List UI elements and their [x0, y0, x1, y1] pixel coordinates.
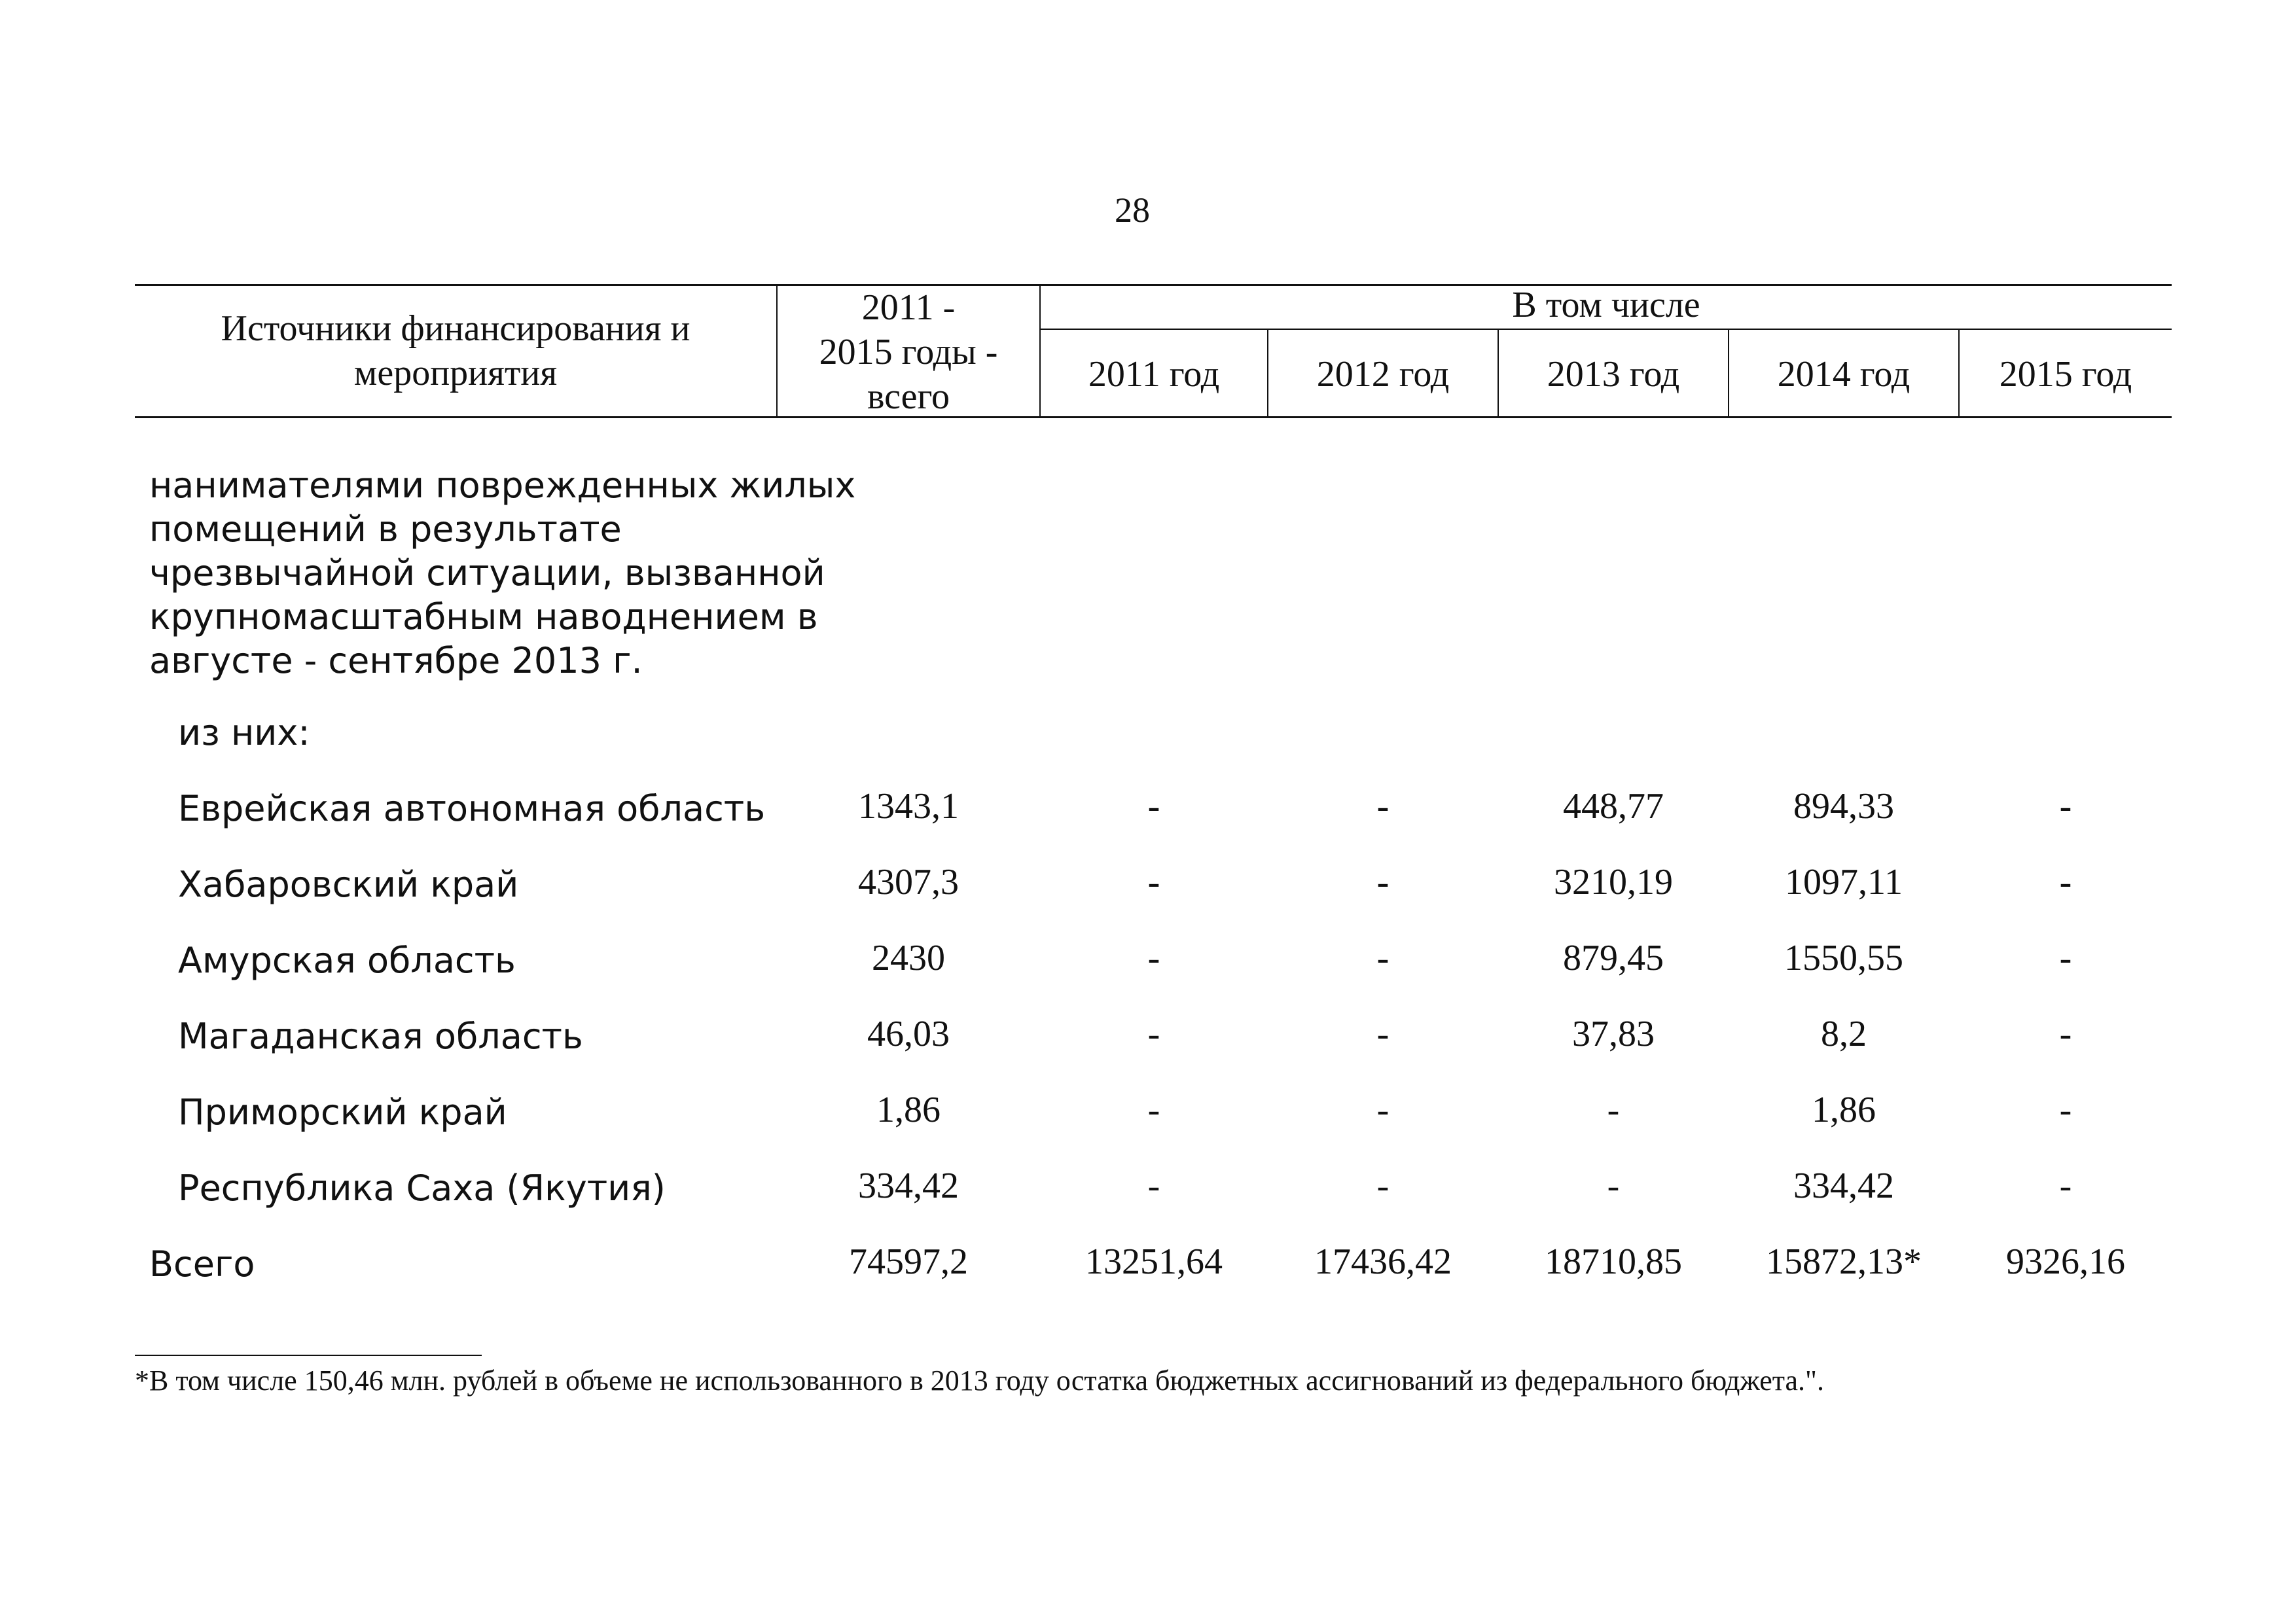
page-number: 28: [1115, 190, 1150, 230]
header-year-2014: 2014 год: [1777, 354, 1910, 395]
row-value-2015: -: [2059, 938, 2072, 978]
row-value-2011: -: [1147, 1166, 1160, 1206]
subheading: из них:: [178, 712, 310, 753]
row-value-2011: -: [1147, 1090, 1160, 1130]
total-row-value-2015: 9326,16: [2006, 1241, 2125, 1282]
row-value-2015: -: [2059, 1014, 2072, 1054]
total-row-value-2012: 17436,42: [1314, 1241, 1452, 1282]
row-total: 2430: [872, 938, 945, 978]
row-value-2011: -: [1147, 786, 1160, 827]
row-value-2013: -: [1607, 1166, 1620, 1206]
total-row-label: Всего: [149, 1243, 255, 1285]
footnote: *В том числе 150,46 млн. рублей в объеме не использованного в 2013 году остатка бюджетных ассигнований из федерального бюджета.".: [135, 1364, 1825, 1397]
header-source-line: Источники финансирования и: [221, 308, 691, 349]
row-value-2011: -: [1147, 862, 1160, 902]
header-year-2015: 2015 год: [1999, 354, 2132, 395]
header-total-column: [778, 285, 1039, 419]
group-underline-rule: [1039, 329, 2172, 330]
row-total: 46,03: [867, 1014, 950, 1054]
row-value-2012: -: [1376, 862, 1390, 902]
header-source-column: [135, 306, 776, 395]
row-label: Магаданская область: [178, 1016, 583, 1057]
description-line: чрезвычайной ситуации, вызванной: [149, 552, 825, 594]
row-value-2012: -: [1376, 938, 1390, 978]
header-year-2012: 2012 год: [1316, 354, 1450, 395]
row-value-2012: -: [1376, 1014, 1390, 1054]
row-value-2015: -: [2059, 1090, 2072, 1130]
description-line: крупномасштабным наводнением в: [149, 596, 818, 637]
row-value-2013: -: [1607, 1090, 1620, 1130]
footnote-separator: [135, 1355, 482, 1356]
row-label: Хабаровский край: [178, 864, 519, 905]
row-value-2014: 1,86: [1812, 1090, 1876, 1130]
item-description: [149, 463, 856, 683]
total-row-value-2013: 18710,85: [1545, 1241, 1682, 1282]
row-label: Еврейская автономная область: [178, 788, 766, 829]
row-label: Приморский край: [178, 1092, 507, 1133]
row-value-2013: 3210,19: [1554, 862, 1673, 902]
header-total-line: 2015 годы -: [819, 332, 998, 372]
row-value-2014: 1550,55: [1784, 938, 1903, 978]
header-total-line: 2011 -: [861, 287, 956, 328]
row-value-2014: 8,2: [1821, 1014, 1867, 1054]
header-total-line: всего: [867, 376, 950, 417]
row-value-2012: -: [1376, 1166, 1390, 1206]
row-value-2015: -: [2059, 862, 2072, 902]
row-value-2011: -: [1147, 938, 1160, 978]
description-line: августе - сентябре 2013 г.: [149, 640, 643, 681]
description-line: помещений в результате: [149, 508, 622, 550]
row-total: 1,86: [876, 1090, 941, 1130]
row-value-2013: 448,77: [1563, 786, 1664, 827]
row-value-2012: -: [1376, 1090, 1390, 1130]
row-total: 334,42: [858, 1166, 959, 1206]
row-label: Республика Саха (Якутия): [178, 1168, 666, 1209]
row-total: 1343,1: [858, 786, 959, 827]
row-total: 4307,3: [858, 862, 959, 902]
total-row-value-2014: 15872,13*: [1766, 1241, 1922, 1282]
header-year-2011: 2011 год: [1088, 354, 1220, 395]
row-value-2013: 37,83: [1572, 1014, 1655, 1054]
header-year-2013: 2013 год: [1547, 354, 1680, 395]
header-bottom-rule: [135, 416, 2172, 418]
total-row-total: 74597,2: [849, 1241, 968, 1282]
row-value-2015: -: [2059, 1166, 2072, 1206]
row-value-2011: -: [1147, 1014, 1160, 1054]
row-value-2012: -: [1376, 786, 1390, 827]
row-label: Амурская область: [178, 940, 516, 981]
row-value-2015: -: [2059, 786, 2072, 827]
row-value-2014: 894,33: [1793, 786, 1894, 827]
row-value-2014: 1097,11: [1785, 862, 1903, 902]
row-value-2013: 879,45: [1563, 938, 1664, 978]
row-value-2014: 334,42: [1793, 1166, 1894, 1206]
header-source-line: мероприятия: [353, 353, 558, 393]
header-group-label: В том числе: [1512, 285, 1700, 325]
description-line: нанимателями поврежденных жилых: [149, 465, 856, 506]
total-row-value-2011: 13251,64: [1085, 1241, 1223, 1282]
